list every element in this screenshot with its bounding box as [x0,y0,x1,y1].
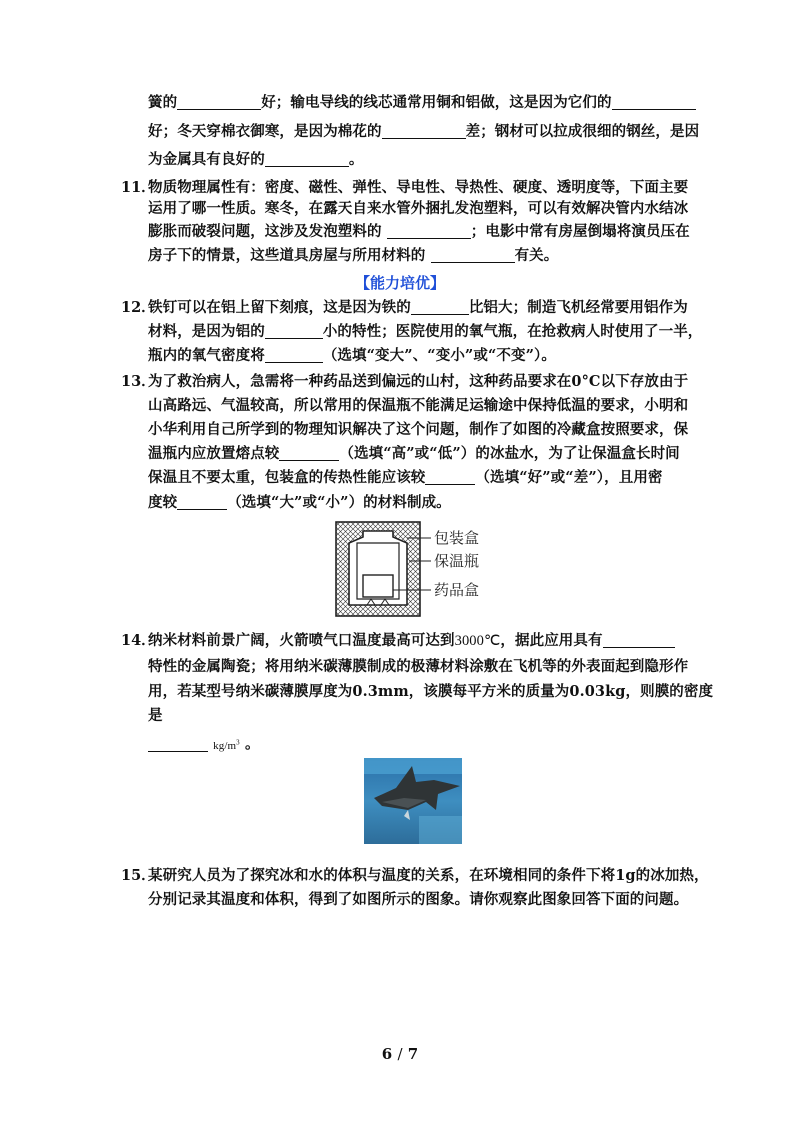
q13-line-3: 小华利用自己所学到的物理知识解决了这个问题，制作了如图的冷藏盒按照要求，保 [148,421,689,438]
q14-line-3: 用，若某型号纳米碳薄膜厚度为0.3mm，该膜每平方米的质量为0.03kg，则膜的密度 [148,683,714,700]
answer-blank[interactable] [411,300,469,315]
q13-line-6: 度较 （选填“大”或“小”）的材料制成。 [148,494,451,511]
q13-line-1: 为了救治病人，急需将一种药品送到偏远的山村，这种药品要求在0°C以下存放由于 [148,373,689,390]
question-number: 14． [121,632,156,649]
q13-line-4: 温瓶内应放置熔点较 （选填“高”或“低”）的冰盐水，为了让保温盒长时间 [148,445,680,462]
text-line-1: 簧的 好；输电导线的线芯通常用铜和铝做，这是因为它们的 [148,93,696,113]
cooler-box-figure [333,519,498,619]
q14-line-1: 纳米材料前景广阔，火箭喷气口温度最高可达到3000℃，据此应用具有 [148,631,675,651]
answer-blank[interactable] [279,446,339,461]
density-unit: $kg/m^3$ [213,738,240,752]
answer-blank[interactable] [603,633,675,648]
page-number: 6 / 7 [381,1045,419,1063]
q13-line-2: 山高路远、气温较高，所以常用的保温瓶不能满足运输途中保持低温的要求，小明和 [148,397,689,414]
q11-line-1: 物质物理属性有：密度、磁性、弹性、导电性、导热性、硬度、透明度等，下面主要 [148,179,689,196]
answer-blank[interactable] [177,495,227,510]
answer-blank[interactable] [431,248,515,263]
question-number: 11． [121,179,156,196]
answer-blank[interactable] [425,470,475,485]
text-line-3: 为金属具有良好的 。 [148,151,364,168]
q14-answer-line: $kg/m^3$ 。 [148,732,260,756]
answer-blank[interactable] [265,152,349,167]
question-number: 13． [121,373,156,390]
answer-blank[interactable] [177,95,261,110]
q15-line-1: 某研究人员为了探究冰和水的体积与温度的关系，在环境相同的条件下将1g的冰加热， [148,867,709,884]
answer-blank[interactable] [265,324,323,339]
text-line-2: 好；冬天穿棉衣御寒，是因为棉花的 差；钢材可以拉成很细的钢丝，是因 [148,123,700,140]
figure-label: 药品盒 [434,581,480,599]
answer-blank[interactable] [382,124,466,139]
q14-line-2: 特性的金属陶瓷；将用纳米碳薄膜制成的极薄材料涂敷在飞机等的外表面起到隐形作 [148,658,689,675]
answer-blank[interactable] [148,737,208,752]
section-title: 【能力培优】 [354,274,445,292]
q14-line-4: 是 [148,707,163,724]
q11-line-4: 房子下的情景，这些道具房屋与所用材料的 有关。 [148,247,559,264]
aircraft-model-photo [364,758,462,844]
medicine-box [363,575,393,597]
answer-blank[interactable] [387,224,471,239]
q11-line-2: 运用了哪一性质。寒冬，在露天自来水管外捆扎发泡塑料，可以有效解决管内水结冰 [148,200,689,217]
q12-line-1: 铁钉可以在铝上留下刻痕，这是因为铁的 比铝大；制造飞机经常要用铝作为 [148,299,688,316]
question-number: 12． [121,299,156,316]
q15-line-2: 分别记录其温度和体积，得到了如图所示的图象。请你观察此图象回答下面的问题。 [148,891,689,908]
answer-blank[interactable] [612,95,696,110]
q13-line-5: 保温且不要太重，包装盒的传热性能应该较 （选填“好”或“差”），且用密 [148,469,663,486]
answer-blank[interactable] [265,348,323,363]
figure-label: 保温瓶 [434,552,480,570]
question-number: 15． [121,867,156,884]
q12-line-2: 材料，是因为铝的 小的特性；医院使用的氧气瓶，在抢救病人时使用了一半， [148,323,703,340]
q11-line-3: 膨胀而破裂问题，这涉及发泡塑料的 ；电影中常有房屋倒塌将演员压在 [148,223,690,240]
figure-label: 包装盒 [434,529,480,547]
q12-line-3: 瓶内的氧气密度将 （选填“变大”、“变小”或“不变”）。 [148,347,557,364]
